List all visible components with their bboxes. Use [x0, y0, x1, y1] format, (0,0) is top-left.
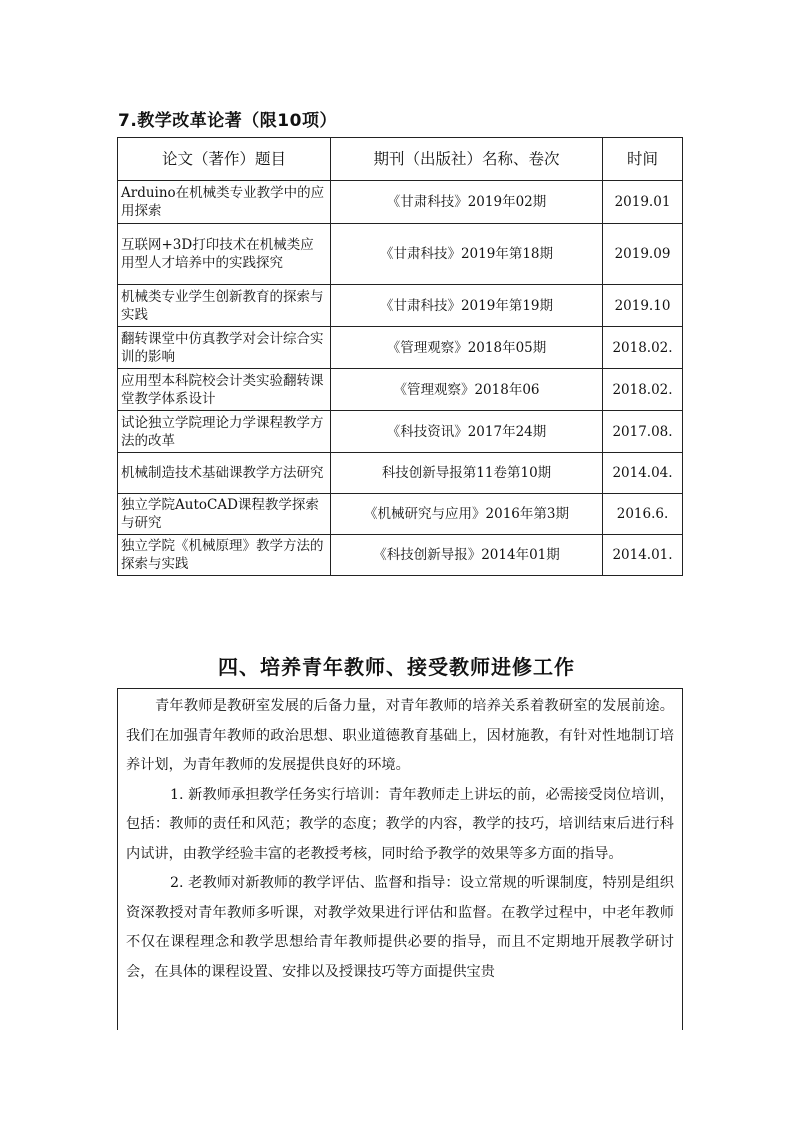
section-body — [117, 688, 683, 1030]
paper-title: 独立学院《机械原理》教学方法的探索与实践 — [118, 535, 331, 576]
section-title: 四、培养青年教师、接受教师进修工作 — [218, 655, 575, 679]
paper-journal: 《甘肃科技》2019年第18期 — [331, 224, 603, 285]
paper-journal: 《科技资讯》2017年24期 — [331, 411, 603, 453]
paper-date: 2018.02. — [603, 369, 683, 411]
table-row — [118, 181, 683, 224]
paper-title: 试论独立学院理论力学课程教学方法的改革 — [118, 411, 331, 453]
paper-title: 机械类专业学生创新教育的探索与实践 — [118, 285, 331, 327]
header-title: 论文（著作）题目 — [118, 138, 331, 181]
header-date: 时间 — [603, 138, 683, 181]
section-heading: 7.教学改革论著（限10项） — [118, 111, 337, 131]
table-row — [118, 535, 683, 576]
table-row — [118, 285, 683, 327]
header-journal: 期刊（出版社）名称、卷次 — [331, 138, 603, 181]
paper-title: 互联网+3D打印技术在机械类应用型人才培养中的实践探究 — [118, 224, 331, 285]
table-row — [118, 494, 683, 535]
body-paragraph: 青年教师是教研室发展的后备力量，对青年教师的培养关系着教研室的发展前途。我们在加强青年教师的政治思想、职业道德教育基础上，因材施教，有针对性地制订培养计划，为青年教师的发展提供良好的环境。 — [126, 698, 674, 773]
paper-journal: 《甘肃科技》2019年第19期 — [331, 285, 603, 327]
paper-title: 翻转课堂中仿真教学对会计综合实训的影响 — [118, 327, 331, 369]
table-row — [118, 453, 683, 494]
paper-title: 独立学院AutoCAD课程教学探索与研究 — [118, 494, 331, 535]
publications-table — [117, 137, 683, 576]
table-header-row — [118, 138, 683, 181]
paper-date: 2019.09 — [603, 224, 683, 285]
paper-title: 机械制造技术基础课教学方法研究 — [118, 453, 331, 494]
paper-date: 2019.01 — [603, 181, 683, 224]
table-row — [118, 224, 683, 285]
table-row — [118, 369, 683, 411]
paper-journal: 《科技创新导报》2014年01期 — [331, 535, 603, 576]
paper-date: 2017.08. — [603, 411, 683, 453]
paper-title: Arduino在机械类专业教学中的应用探索 — [118, 181, 331, 224]
table-row — [118, 327, 683, 369]
table-row — [118, 411, 683, 453]
paper-date: 2019.10 — [603, 285, 683, 327]
paper-date: 2014.04. — [603, 453, 683, 494]
paper-date: 2016.6. — [603, 494, 683, 535]
paper-journal: 《管理观察》2018年05期 — [331, 327, 603, 369]
body-paragraph: 1. 新教师承担教学任务实行培训：青年教师走上讲坛的前，必需接受岗位培训，包括：教师的责任和风范；教学的态度；教学的内容，教学的技巧，培训结束后进行科内试讲，由教学经验丰富的老教授考核，同时给予教学的效果等多方面的指导。 — [126, 786, 674, 862]
paper-date: 2018.02. — [603, 327, 683, 369]
paper-title: 应用型本科院校会计类实验翻转课堂教学体系设计 — [118, 369, 331, 411]
paper-date: 2014.01. — [603, 535, 683, 576]
paper-journal: 《管理观察》2018年06 — [331, 369, 603, 411]
paper-journal: 科技创新导报第11卷第10期 — [331, 453, 603, 494]
paper-journal: 《机械研究与应用》2016年第3期 — [331, 494, 603, 535]
body-paragraph: 2. 老教师对新教师的教学评估、监督和指导：设立常规的听课制度，特别是组织资深教授对青年教师多听课，对教学效果进行评估和监督。在教学过程中，中老年教师不仅在课程理念和教学思想给青年教师提供必要的指导，而且不定期地开展教学研讨会，在具体的课程设置、安排以及授课技巧等方面提供宝贵 — [126, 875, 674, 980]
paper-journal: 《甘肃科技》2019年02期 — [331, 181, 603, 224]
